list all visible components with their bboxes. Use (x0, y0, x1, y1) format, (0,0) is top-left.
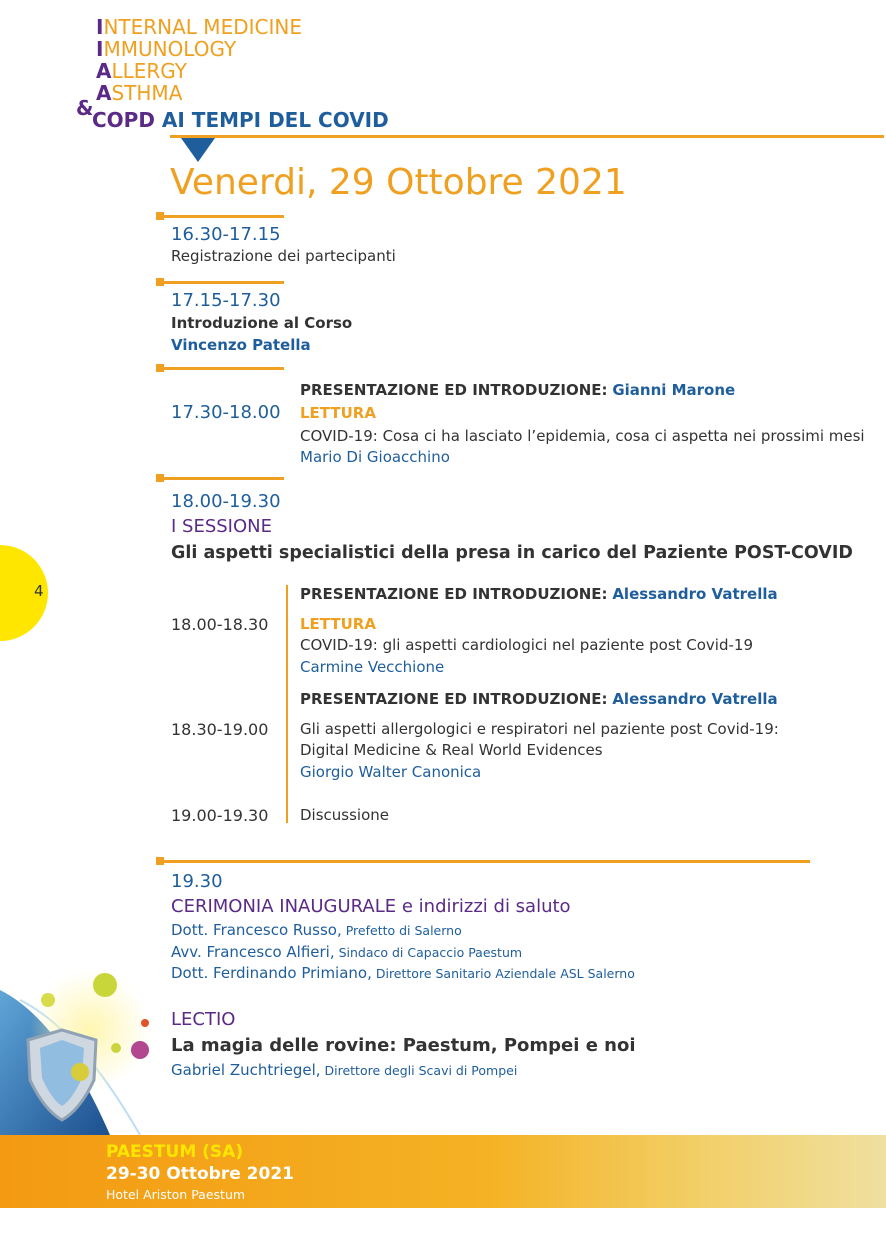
logo-line-immunology: IMMUNOLOGY (96, 37, 237, 61)
s4-session-label: I SESSIONE (171, 516, 272, 537)
s3-title: COVID-19: Cosa ci ha lasciato l’epidemia, cosa ci aspetta nei prossimi mesi (300, 427, 865, 445)
footer-dates: 29-30 Ottobre 2021 (106, 1164, 294, 1184)
s5-guest-2: Avv. Francesco Alfieri, Sindaco di Capaccio Paestum (171, 943, 523, 961)
section-marker (160, 215, 284, 218)
logo-copd: COPD AI TEMPI DEL COVID (92, 108, 389, 132)
s4-presentation-1: PRESENTAZIONE ED INTRODUZIONE: Alessandro Vatrella (300, 585, 778, 603)
logo-line-allergy: ALLERGY (96, 59, 188, 83)
section-marker (160, 367, 284, 370)
time-s4: 18.00-19.30 (171, 491, 281, 512)
time-s4a: 18.00-18.30 (171, 615, 269, 634)
page-number: 4 (34, 582, 44, 600)
s4a-title: COVID-19: gli aspetti cardiologici nel paziente post Covid-19 (300, 636, 753, 654)
section-marker (160, 281, 284, 284)
event-logo (96, 16, 302, 104)
s4a-lettura: LETTURA (300, 615, 376, 633)
lectio-speaker: Gabriel Zuchtriegel, Direttore degli Scavi di Pompei (171, 1061, 518, 1079)
s4b-title-line1: Gli aspetti allergologici e respiratori nel paziente post Covid-19: (300, 720, 779, 738)
time-s4c: 19.00-19.30 (171, 806, 269, 825)
logo-ampersand: & (76, 96, 94, 120)
logo-line-internal-medicine: INTERNAL MEDICINE (96, 15, 302, 39)
session-vertical-line (286, 585, 288, 823)
header-divider (170, 135, 884, 138)
s4-presentation-2: PRESENTAZIONE ED INTRODUZIONE: Alessandro Vatrella (300, 690, 778, 708)
lectio-label: LECTIO (171, 1009, 236, 1030)
s3-lettura: LETTURA (300, 404, 376, 422)
s2-title: Introduzione al Corso (171, 314, 353, 332)
section-marker (160, 477, 284, 480)
s5-ceremony-title: CERIMONIA INAUGURALE e indirizzi di saluto (171, 896, 571, 917)
footer-venue: Hotel Ariston Paestum (106, 1187, 246, 1202)
footer-place: PAESTUM (SA) (106, 1142, 244, 1162)
s4b-title-line2: Digital Medicine & Real World Evidences (300, 741, 603, 759)
triangle-marker-icon (181, 138, 215, 162)
s4b-speaker: Giorgio Walter Canonica (300, 763, 482, 781)
section-marker-long (160, 860, 810, 863)
time-s5: 19.30 (171, 871, 223, 892)
time-s1: 16.30-17.15 (171, 224, 281, 245)
time-s2: 17.15-17.30 (171, 290, 281, 311)
s5-guest-3: Dott. Ferdinando Primiano, Direttore Sanitario Aziendale ASL Salerno (171, 964, 635, 982)
s3-speaker: Mario Di Gioacchino (300, 448, 450, 466)
s1-text: Registrazione dei partecipanti (171, 247, 396, 265)
logo-subtitle: AI TEMPI DEL COVID (161, 108, 389, 132)
s4a-speaker: Carmine Vecchione (300, 658, 445, 676)
logo-line-asthma: ASTHMA (96, 81, 183, 105)
s4c-text: Discussione (300, 806, 389, 824)
time-s3: 17.30-18.00 (171, 402, 281, 423)
s4-session-title: Gli aspetti specialistici della presa in carico del Paziente POST-COVID (171, 543, 853, 563)
time-s4b: 18.30-19.00 (171, 720, 269, 739)
s5-guest-1: Dott. Francesco Russo, Prefetto di Salerno (171, 921, 462, 939)
virus-shield-illustration (0, 960, 200, 1135)
page-date-title: Venerdi, 29 Ottobre 2021 (170, 162, 627, 203)
s2-speaker: Vincenzo Patella (171, 336, 311, 354)
lectio-title: La magia delle rovine: Paestum, Pompei e noi (171, 1035, 636, 1056)
s3-presentation: PRESENTAZIONE ED INTRODUZIONE: Gianni Marone (300, 381, 736, 399)
